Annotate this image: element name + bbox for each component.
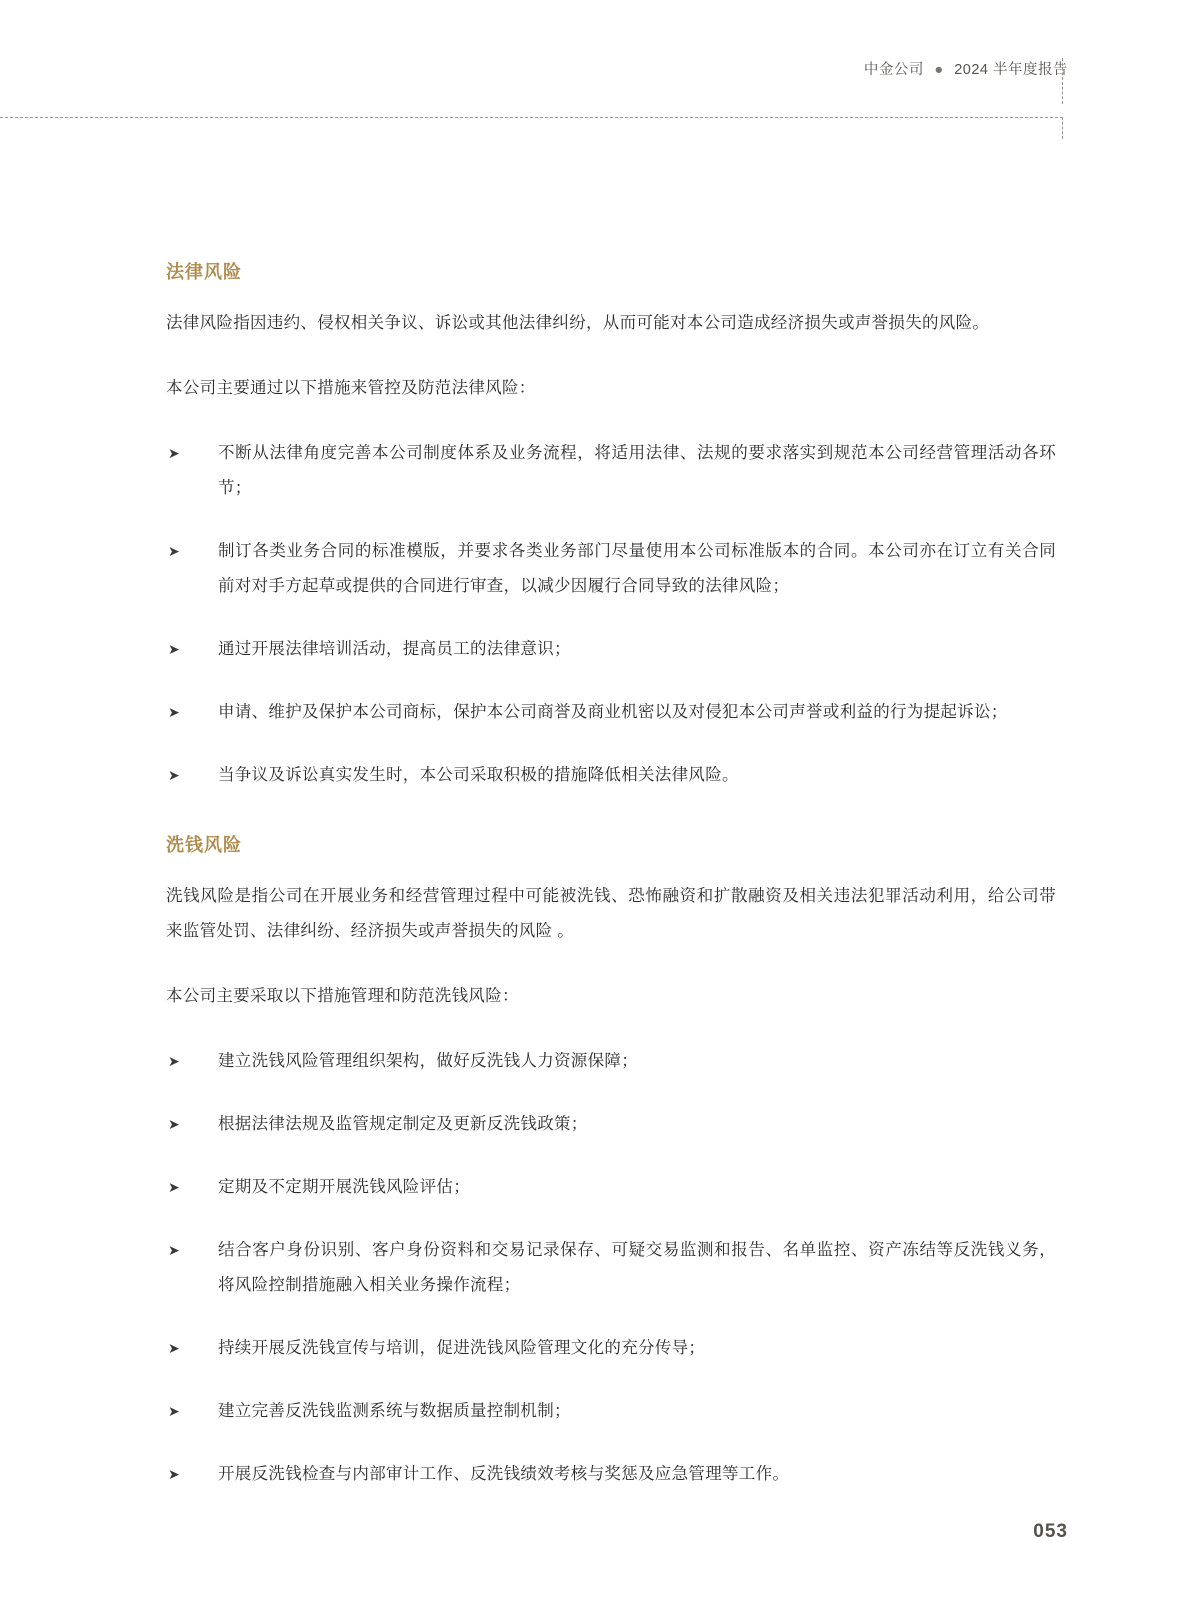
paragraph: 本公司主要采取以下措施管理和防范洗钱风险：	[166, 987, 519, 1005]
paragraph: 洗钱风险是指公司在开展业务和经营管理过程中可能被洗钱、恐怖融资和扩散融资及相关违法犯罪活动利用，给公司带来监管处罚、法律纠纷、经济损失或声誉损失的风险 。	[166, 887, 1056, 940]
list-item-text: 制订各类业务合同的标准模版，并要求各类业务部门尽量使用本公司标准版本的合同。本公司亦在订立有关合同前对对手方起草或提供的合同进行审查，以减少因履行合同导致的法律风险；	[218, 542, 1056, 595]
list-item	[166, 695, 1056, 730]
header-tick-top	[1062, 58, 1063, 104]
list-item-text: 建立完善反洗钱监测系统与数据质量控制机制；	[218, 1402, 571, 1420]
section-legal-risk	[166, 258, 1056, 793]
bullet-arrow-icon: ➤	[168, 1053, 181, 1069]
list-item	[166, 534, 1056, 604]
list-item-text: 持续开展反洗钱宣传与培训，促进洗钱风险管理文化的充分传导；	[218, 1339, 706, 1357]
header-divider	[0, 117, 1063, 118]
bullet-list	[166, 436, 1056, 793]
list-item	[166, 758, 1056, 793]
list-item-text: 不断从法律角度完善本公司制度体系及业务流程，将适用法律、法规的要求落实到规范本公司经营管理活动各环节；	[218, 444, 1056, 497]
bullet-arrow-icon: ➤	[168, 641, 181, 657]
list-item	[166, 1107, 1056, 1142]
paragraph: 本公司主要通过以下措施来管控及防范法律风险：	[166, 379, 536, 397]
list-item	[166, 1170, 1056, 1205]
list-item	[166, 1457, 1056, 1492]
bullet-arrow-icon: ➤	[168, 767, 181, 783]
list-item	[166, 436, 1056, 506]
bullet-arrow-icon: ➤	[168, 1340, 181, 1356]
list-item	[166, 1044, 1056, 1079]
section-title: 法律风险	[166, 262, 242, 282]
section-title: 洗钱风险	[166, 835, 242, 855]
bullet-arrow-icon: ➤	[168, 1466, 181, 1482]
header-separator: ●	[934, 62, 944, 78]
header-company: 中金公司	[863, 62, 924, 78]
page-header	[864, 58, 1068, 79]
list-item-text: 当争议及诉讼真实发生时，本公司采取积极的措施降低相关法律风险。	[218, 766, 739, 784]
list-item	[166, 632, 1056, 667]
list-item	[166, 1233, 1056, 1303]
list-item-text: 申请、维护及保护本公司商标，保护本公司商誉及商业机密以及对侵犯本公司声誉或利益的行为提起诉讼；	[218, 703, 1008, 721]
list-item-text: 定期及不定期开展洗钱风险评估；	[218, 1178, 470, 1196]
list-item	[166, 1394, 1056, 1429]
page-number: 053	[1033, 1521, 1068, 1542]
bullet-arrow-icon: ➤	[168, 1242, 181, 1258]
bullet-arrow-icon: ➤	[168, 445, 181, 461]
list-item	[166, 1331, 1056, 1366]
list-item-text: 建立洗钱风险管理组织架构，做好反洗钱人力资源保障；	[218, 1052, 638, 1070]
list-item-text: 结合客户身份识别、客户身份资料和交易记录保存、可疑交易监测和报告、名单监控、资产冻结等反洗钱义务，将风险控制措施融入相关业务操作流程；	[218, 1241, 1056, 1294]
bullet-arrow-icon: ➤	[168, 1179, 181, 1195]
bullet-arrow-icon: ➤	[168, 543, 181, 559]
list-item-text: 通过开展法律培训活动，提高员工的法律意识；	[218, 640, 571, 658]
bullet-arrow-icon: ➤	[168, 704, 181, 720]
bullet-arrow-icon: ➤	[168, 1116, 181, 1132]
header-tick-bottom	[1062, 117, 1063, 139]
section-money-laundering-risk	[166, 831, 1056, 1492]
page-content	[166, 258, 1056, 1492]
bullet-list	[166, 1044, 1056, 1492]
list-item-text: 开展反洗钱检查与内部审计工作、反洗钱绩效考核与奖惩及应急管理等工作。	[218, 1465, 790, 1483]
paragraph: 法律风险指因违约、侵权相关争议、诉讼或其他法律纠纷，从而可能对本公司造成经济损失或声誉损失的风险。	[166, 314, 990, 332]
list-item-text: 根据法律法规及监管规定制定及更新反洗钱政策；	[218, 1115, 588, 1133]
header-report-title: 2024 半年度报告	[954, 62, 1068, 78]
bullet-arrow-icon: ➤	[168, 1403, 181, 1419]
